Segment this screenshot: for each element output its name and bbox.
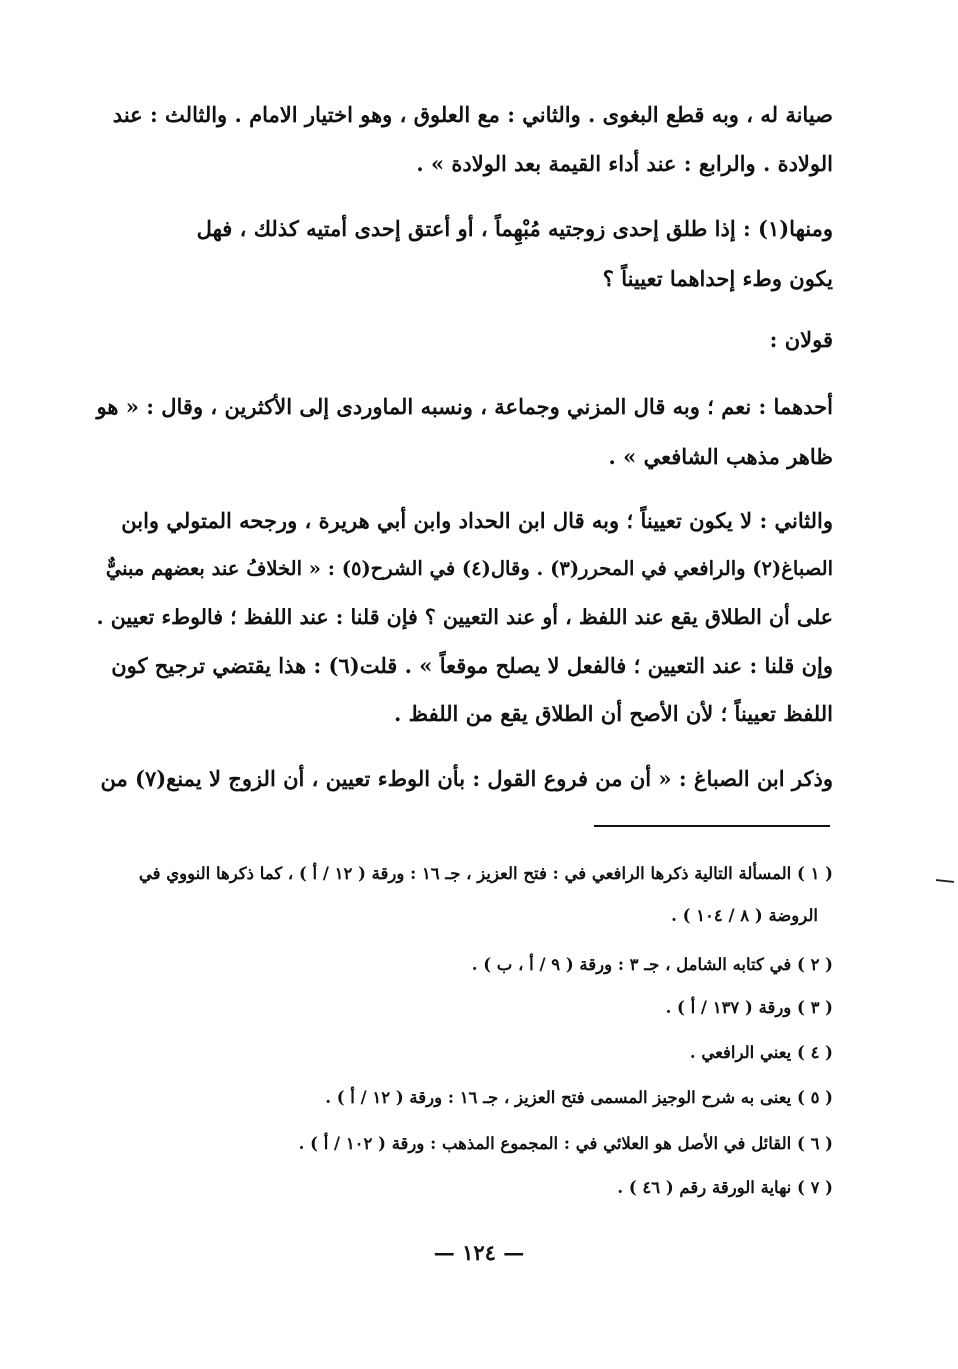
body-line-9: الصباغ(٢) والرافعي في المحرر(٣) . وقال(٤) في الشرح(٥) : « الخلافُ عند بعضهم مبنيٌّ bbox=[105, 557, 833, 580]
margin-mark bbox=[936, 879, 954, 883]
footnote-line-2: الروضة ( ٨ / ١٠٤ ) . bbox=[671, 906, 818, 925]
footnote-line-1: ( ١ ) المسألة التالية ذكرها الرافعي في : فتح العزيز ، جـ ١٦ : ورقة ( ١٢ / أ ) ، كما ذكرها النووي في bbox=[138, 864, 833, 883]
body-line-4: يكون وطء إحداهما تعييناً ؟ bbox=[602, 266, 833, 291]
footnote-separator bbox=[594, 825, 830, 827]
body-line-10: على أن الطلاق يقع عند اللفظ ، أو عند التعيين ؟ فإن قلنا : عند اللفظ ؛ فالوطء تعيين . bbox=[96, 605, 833, 629]
footnote-line-3: ( ٢ ) في كتابه الشامل ، جـ ٣ : ورقة ( ٩ / أ ، ب ) . bbox=[471, 955, 833, 974]
footnote-line-8: ( ٧ ) نهاية الورقة رقم ( ٤٦ ) . bbox=[617, 1178, 833, 1197]
footnote-line-6: ( ٥ ) يعنى به شرح الوجيز المسمى فتح العزيز ، جـ ١٦ : ورقة ( ١٢ / أ ) . bbox=[325, 1088, 833, 1107]
footnote-line-5: ( ٤ ) يعني الرافعي . bbox=[689, 1043, 833, 1062]
body-line-5: قولان : bbox=[769, 327, 833, 352]
body-line-13: وذكر ابن الصباغ : « أن من فروع القول : بأن الوطء تعيين ، أن الزوج لا يمنع(٧) من bbox=[100, 766, 833, 791]
body-line-8: والثاني : لا يكون تعييناً ؛ وبه قال ابن الحداد وابن أبي هريرة ، ورجحه المتولي وابن bbox=[121, 508, 833, 533]
body-line-6: أحدهما : نعم ؛ وبه قال المزني وجماعة ، ونسبه الماوردى إلى الأكثرين ، وقال : « هو bbox=[96, 394, 833, 419]
body-line-7: ظاهر مذهب الشافعي » . bbox=[608, 444, 833, 469]
footnote-line-4: ( ٣ ) ورقة ( ١٣٧ / أ ) . bbox=[665, 998, 833, 1017]
body-line-11: وإن قلنا : عند التعيين ؛ فالفعل لا يصلح موقعاً » . قلت(٦) : هذا يقتضي ترجيح كون bbox=[111, 653, 833, 678]
footnote-line-7: ( ٦ ) القائل في الأصل هو العلائي في : المجموع المذهب : ورقة ( ١٠٢ / أ ) . bbox=[298, 1134, 833, 1153]
body-line-2: الولادة . والرابع : عند أداء القيمة بعد الولادة » . bbox=[416, 151, 833, 176]
body-line-12: اللفظ تعييناً ؛ لأن الأصح أن الطلاق يقع من اللفظ . bbox=[394, 701, 833, 726]
page-number: — ١٢٤ — bbox=[433, 1240, 525, 1265]
body-line-3: ومنها(١) : إذا طلق إحدى زوجتيه مُبْهِماً ، أو أعتق إحدى أمتيه كذلك ، فهل bbox=[196, 216, 833, 241]
body-line-1: صيانة له ، وبه قطع البغوى . والثاني : مع العلوق ، وهو اختيار الامام . والثالث : عند bbox=[112, 102, 833, 127]
